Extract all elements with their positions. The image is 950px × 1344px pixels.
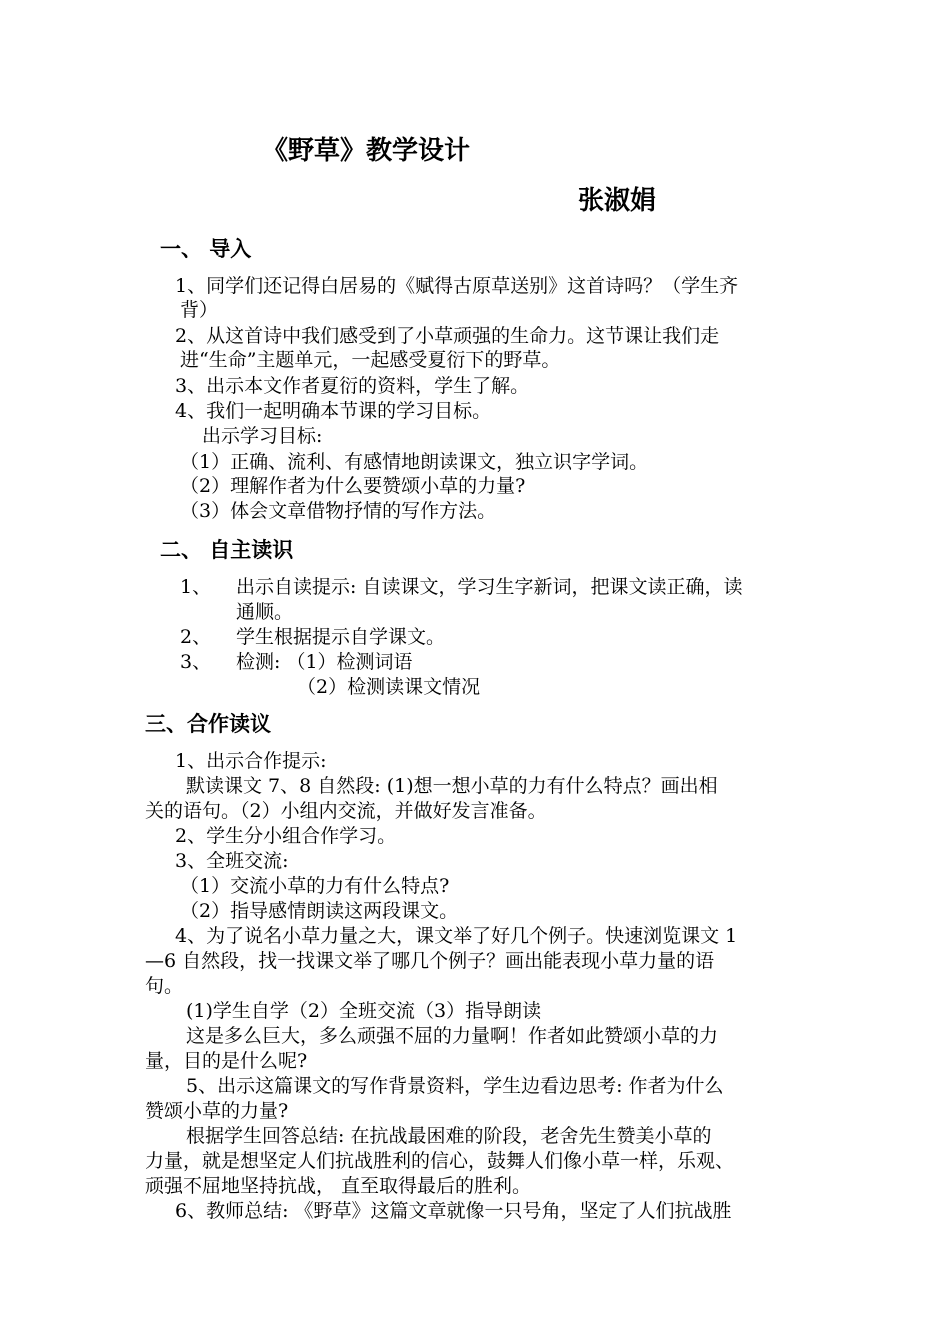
paragraph-line: 检测: （1）检测词语 [236, 651, 413, 673]
paragraph-line: 顽强不屈地坚持抗战， 直至取得最后的胜利。 [145, 1175, 532, 1197]
list-number: 3、 [180, 651, 212, 673]
paragraph-line: 出示学习目标: [202, 425, 323, 447]
paragraph-line: 4、我们一起明确本节课的学习目标。 [175, 400, 492, 422]
paragraph-line: 出示自读提示: 自读课文，学习生字新词，把课文读正确，读 [236, 576, 743, 598]
paragraph-line: 赞颂小草的力量? [145, 1100, 289, 1122]
paragraph-line: （1）交流小草的力有什么特点? [180, 875, 450, 897]
paragraph-line: 2、从这首诗中我们感受到了小草顽强的生命力。这节课让我们走 [175, 325, 720, 347]
paragraph-line: 2、学生分小组合作学习。 [175, 825, 397, 847]
section-heading-2: 二、 自主读识 [160, 538, 294, 562]
paragraph-line: 1、出示合作提示: [175, 750, 327, 772]
paragraph-line: （2）检测读课文情况 [297, 676, 481, 698]
paragraph-line: 背） [180, 299, 219, 321]
list-number: 2、 [180, 626, 212, 648]
paragraph-line: （2）理解作者为什么要赞颂小草的力量? [180, 475, 526, 497]
paragraph-line: 根据学生回答总结: 在抗战最困难的阶段，老舍先生赞美小草的 [186, 1125, 712, 1147]
paragraph-line: （3）体会文章借物抒情的写作方法。 [180, 500, 497, 522]
paragraph-line: 5、出示这篇课文的写作背景资料，学生边看边思考: 作者为什么 [186, 1075, 724, 1097]
paragraph-line: 3、出示本文作者夏衍的资料，学生了解。 [175, 375, 530, 397]
document-title: 《野草》教学设计 [262, 136, 471, 166]
paragraph-line: 学生根据提示自学课文。 [236, 626, 446, 648]
paragraph-line: 量，目的是什么呢? [145, 1050, 308, 1072]
paragraph-line: 默读课文 7、8 自然段: (1)想一想小草的力有什么特点？画出相 [186, 775, 718, 797]
paragraph-line: 通顺。 [236, 601, 294, 623]
paragraph-line: 进“生命”主题单元，一起感受夏衍下的野草。 [180, 349, 561, 371]
list-number: 1、 [180, 576, 212, 598]
paragraph-line: (1)学生自学（2）全班交流（3）指导朗读 [186, 1000, 542, 1022]
paragraph-line: —6 自然段，找一找课文举了哪几个例子？画出能表现小草力量的语 [145, 950, 715, 972]
paragraph-line: 6、教师总结: 《野草》这篇文章就像一只号角，坚定了人们抗战胜 [175, 1200, 732, 1222]
paragraph-line: （2）指导感情朗读这两段课文。 [180, 900, 459, 922]
paragraph-line: 4、为了说名小草力量之大，课文举了好几个例子。快速浏览课文 1 [175, 925, 738, 947]
section-heading-1: 一、 导入 [160, 237, 252, 261]
paragraph-line: 这是多么巨大，多么顽强不屈的力量啊！作者如此赞颂小草的力 [186, 1025, 719, 1047]
paragraph-line: 句。 [145, 975, 184, 997]
paragraph-line: 关的语句。（2）小组内交流，并做好发言准备。 [145, 800, 547, 822]
paragraph-line: 3、全班交流: [175, 850, 289, 872]
section-heading-3: 三、合作读议 [145, 712, 271, 736]
paragraph-line: 力量，就是想坚定人们抗战胜利的信心，鼓舞人们像小草一样，乐观、 [145, 1150, 735, 1172]
author-name: 张淑娟 [578, 186, 657, 216]
paragraph-line: （1）正确、流利、有感情地朗读课文，独立识字学词。 [180, 451, 649, 473]
paragraph-line: 1、同学们还记得白居易的《赋得古原草送别》这首诗吗？（学生齐 [175, 275, 739, 297]
